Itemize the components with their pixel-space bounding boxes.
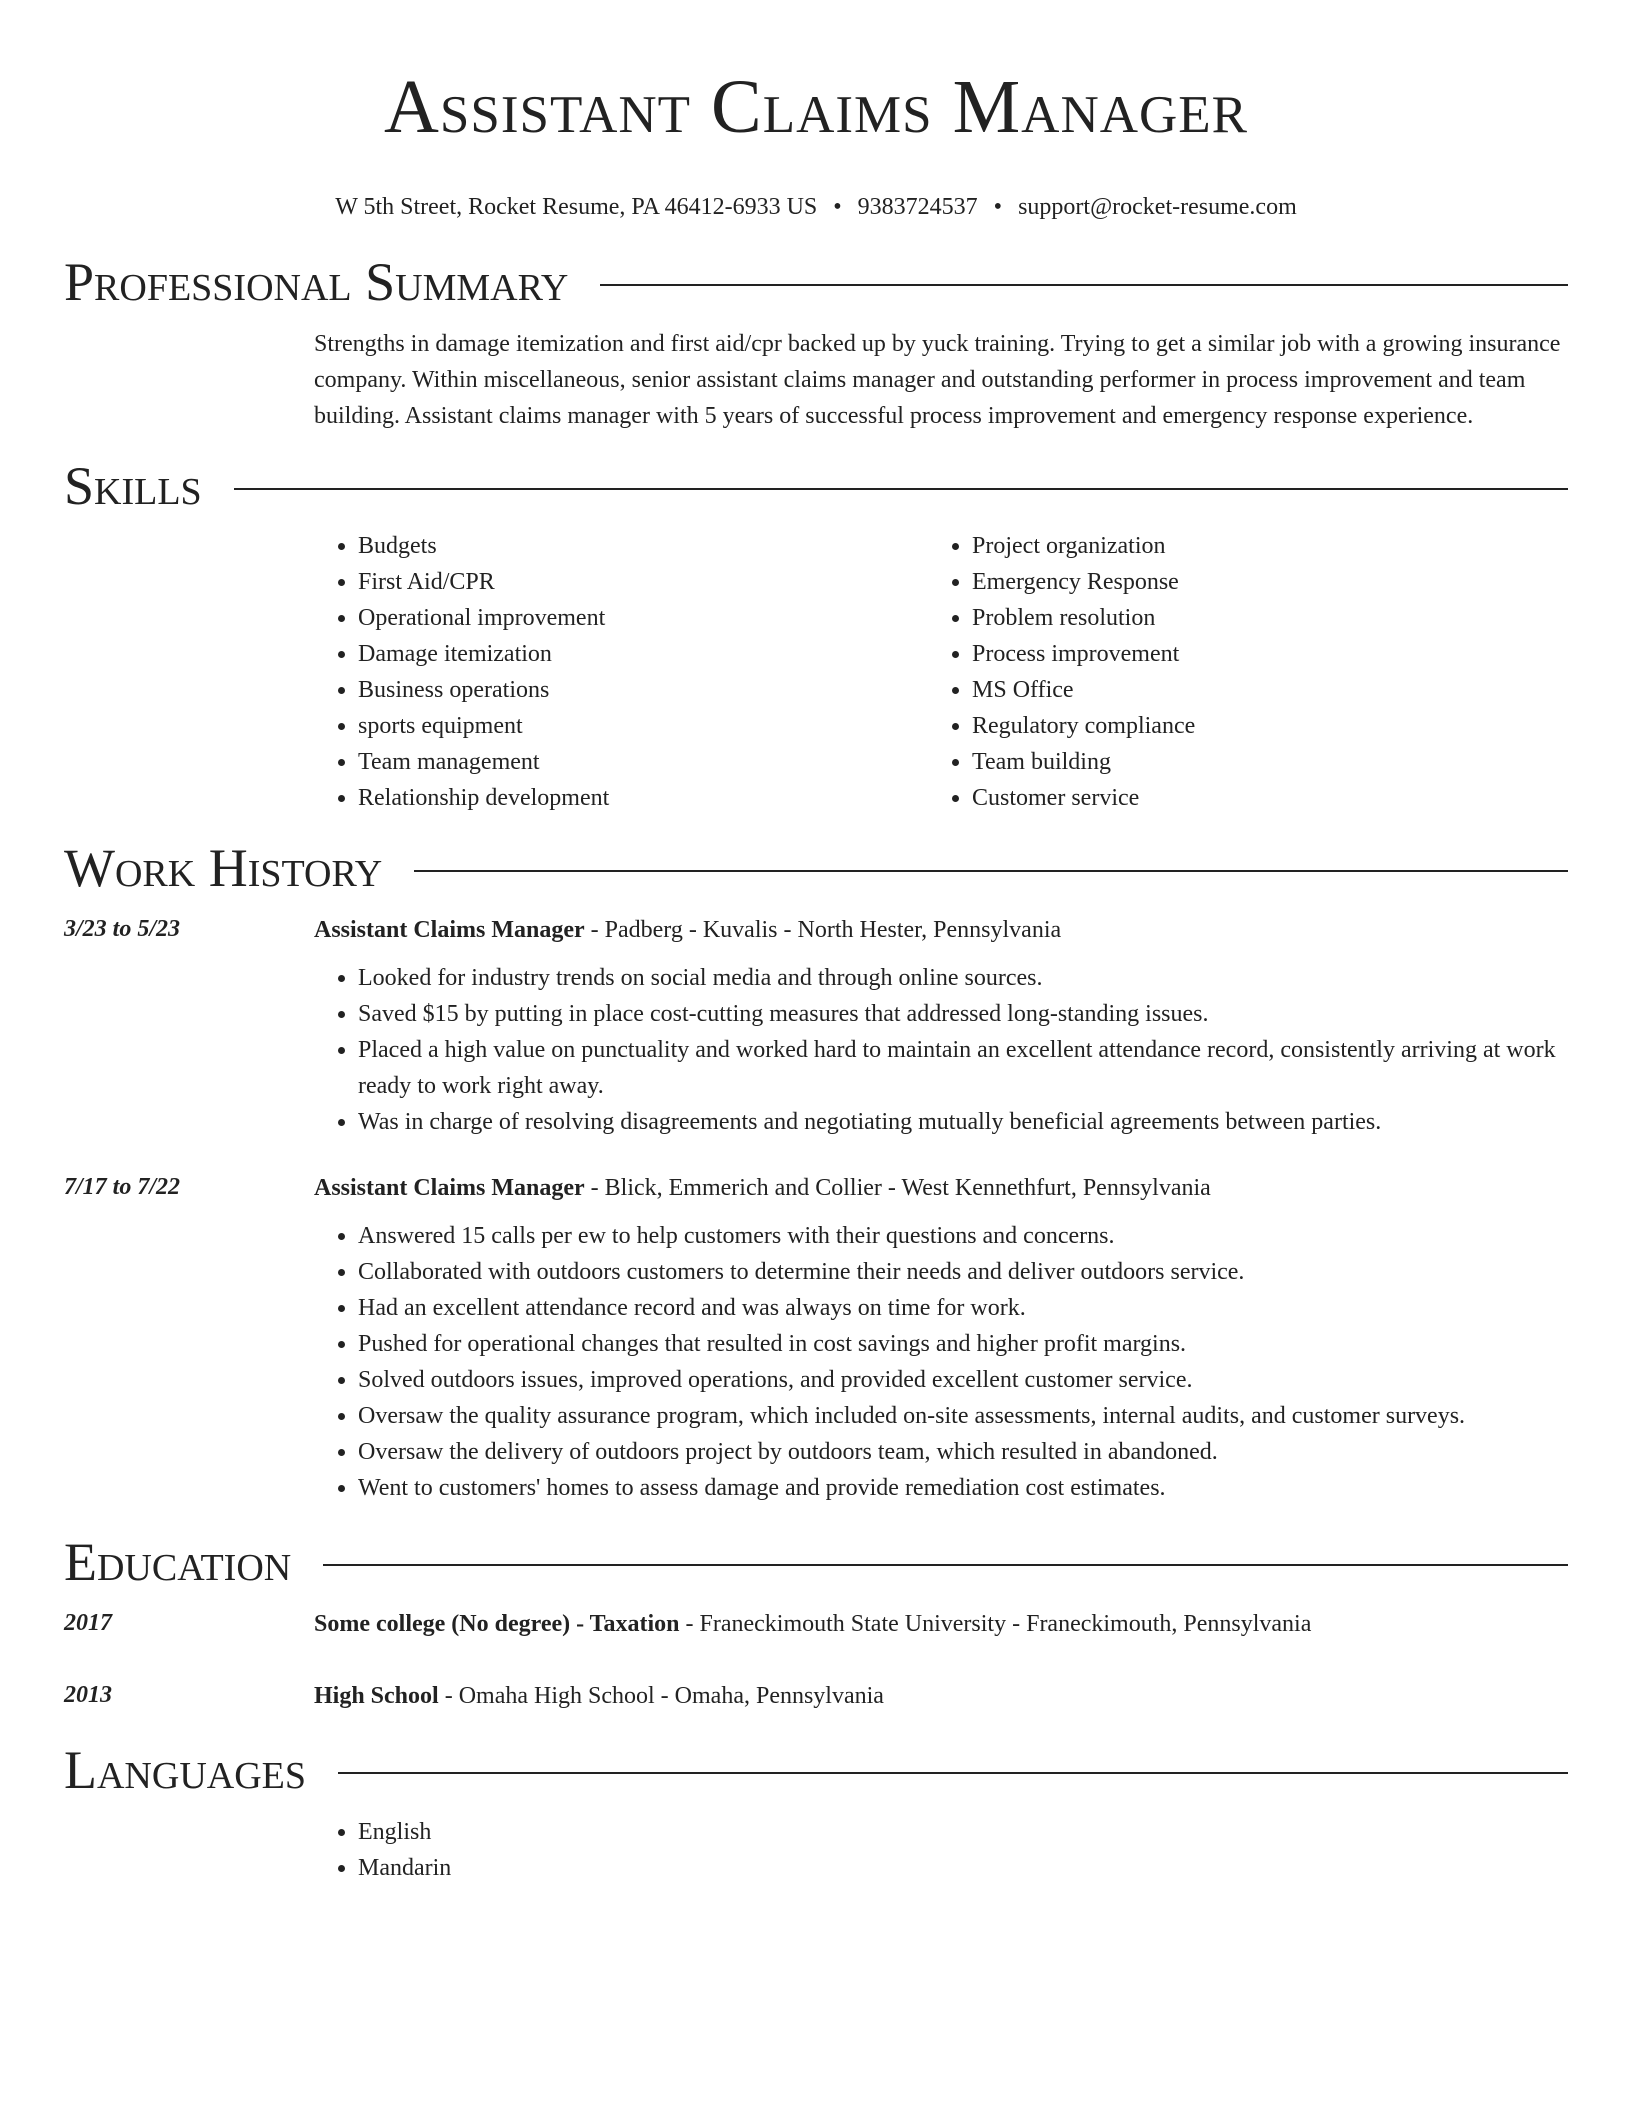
- job-bullets-container: [314, 1206, 1568, 1506]
- summary-section: [64, 252, 1568, 434]
- language-item: • English: [358, 1814, 1568, 1850]
- education-year: 2013: [64, 1682, 112, 1708]
- skills-row: [64, 516, 1568, 816]
- job-spacer: [64, 1206, 314, 1506]
- education-entry: [64, 1606, 1568, 1642]
- skill-item: • Project organization: [972, 528, 1542, 564]
- skill-item: • Operational improvement: [358, 600, 928, 636]
- skill-item: • Budgets: [358, 528, 928, 564]
- skills-section: [64, 456, 1568, 816]
- section-divider: [338, 1772, 1568, 1774]
- languages-container: [314, 1800, 1568, 1886]
- job-title: Assistant Claims Manager: [314, 1175, 585, 1201]
- education-school: - Franeckimouth State University - Franeckimouth, Pennsylvania: [679, 1611, 1312, 1637]
- job-bullet: • Answered 15 calls per ew to help customers with their questions and concerns.: [358, 1218, 1568, 1254]
- contact-address: W 5th Street, Rocket Resume, PA 46412-6933 US: [335, 194, 818, 220]
- job-bullet: • Saved $15 by putting in place cost-cutting measures that addressed long-standing issues.: [358, 996, 1568, 1032]
- education-heading: Education: [64, 1532, 292, 1592]
- section-divider: [234, 488, 1568, 490]
- job-details: - Blick, Emmerich and Collier - West Kennethfurt, Pennsylvania: [584, 1175, 1211, 1201]
- education-degree: High School: [314, 1683, 439, 1709]
- skill-item: • Business operations: [358, 672, 928, 708]
- job-bullet: • Collaborated with outdoors customers to determine their needs and deliver outdoors service.: [358, 1254, 1568, 1290]
- summary-spacer: [64, 312, 314, 434]
- skill-item: • sports equipment: [358, 708, 928, 744]
- education-degree: Some college (No degree) - Taxation: [314, 1611, 680, 1637]
- languages-heading: Languages: [64, 1740, 306, 1800]
- education-detail: [314, 1678, 1568, 1714]
- education-year: 2017: [64, 1610, 112, 1636]
- skills-heading: Skills: [64, 456, 202, 516]
- summary-row: [64, 312, 1568, 434]
- job-bullet: • Looked for industry trends on social media and through online sources.: [358, 960, 1568, 996]
- skill-item: • MS Office: [972, 672, 1542, 708]
- job-dates: 7/17 to 7/22: [64, 1174, 181, 1200]
- section-divider: [414, 870, 1568, 872]
- summary-heading-row: [64, 252, 1568, 312]
- work-heading: Work History: [64, 838, 383, 898]
- skill-item: • Team management: [358, 744, 928, 780]
- skill-item: • Regulatory compliance: [972, 708, 1542, 744]
- skill-item: • Damage itemization: [358, 636, 928, 672]
- job-title: Assistant Claims Manager: [314, 917, 585, 943]
- education-heading-row: [64, 1532, 1568, 1592]
- job-bullet: • Placed a high value on punctuality and worked hard to maintain an excellent attendance record, consistently arriving at work ready to work right away.: [358, 1032, 1568, 1104]
- job-bullets: [314, 1218, 1568, 1506]
- languages-section: [64, 1740, 1568, 1886]
- languages-spacer: [64, 1800, 314, 1886]
- job-header: [314, 912, 1568, 948]
- job-header-row: [64, 912, 1568, 948]
- skills-spacer: [64, 516, 314, 816]
- contact-separator: •: [833, 194, 842, 220]
- skills-heading-row: [64, 456, 1568, 516]
- languages-list: [314, 1814, 1568, 1886]
- languages-heading-row: [64, 1740, 1568, 1800]
- education-section: [64, 1532, 1568, 1714]
- job-bullet: • Went to customers' homes to assess damage and provide remediation cost estimates.: [358, 1470, 1568, 1506]
- job-header: [314, 1170, 1568, 1206]
- education-school: - Omaha High School - Omaha, Pennsylvania: [438, 1683, 884, 1709]
- education-detail: [314, 1606, 1568, 1642]
- job-entry: [64, 912, 1568, 1140]
- job-details: - Padberg - Kuvalis - North Hester, Pennsylvania: [584, 917, 1062, 943]
- job-bullet: • Oversaw the quality assurance program, which included on-site assessments, internal audits, and customer surveys.: [358, 1398, 1568, 1434]
- contact-phone: 9383724537: [857, 194, 978, 220]
- skill-item: • Relationship development: [358, 780, 928, 816]
- job-spacer: [64, 948, 314, 1140]
- skill-item: • Customer service: [972, 780, 1542, 816]
- skill-item: • Process improvement: [972, 636, 1542, 672]
- skill-item: • Emergency Response: [972, 564, 1542, 600]
- job-bullet: • Pushed for operational changes that resulted in cost savings and higher profit margins.: [358, 1326, 1568, 1362]
- job-bullet: • Oversaw the delivery of outdoors project by outdoors team, which resulted in abandoned.: [358, 1434, 1568, 1470]
- skills-grid: [314, 528, 1568, 816]
- skills-list-left: [314, 528, 928, 816]
- summary-heading: Professional Summary: [64, 252, 569, 312]
- job-bullet: • Solved outdoors issues, improved operations, and provided excellent customer service.: [358, 1362, 1568, 1398]
- job-bullet: • Was in charge of resolving disagreements and negotiating mutually beneficial agreements between parties.: [358, 1104, 1568, 1140]
- resume-name: Assistant Claims Manager: [383, 65, 1248, 149]
- job-bullets-row: [64, 948, 1568, 1140]
- contact-email: support@rocket-resume.com: [1018, 194, 1297, 220]
- section-divider: [600, 284, 1568, 286]
- work-heading-row: [64, 838, 1568, 898]
- education-entry: [64, 1678, 1568, 1714]
- job-bullets-row: [64, 1206, 1568, 1506]
- section-divider: [323, 1564, 1568, 1566]
- job-dates: 3/23 to 5/23: [64, 916, 181, 942]
- job-bullet: • Had an excellent attendance record and was always on time for work.: [358, 1290, 1568, 1326]
- skill-item: • Problem resolution: [972, 600, 1542, 636]
- work-history-section: [64, 838, 1568, 1506]
- skill-item: • Team building: [972, 744, 1542, 780]
- job-header-row: [64, 1170, 1568, 1206]
- job-bullets-container: [314, 948, 1568, 1140]
- skills-list-right: [928, 528, 1542, 816]
- language-item: • Mandarin: [358, 1850, 1568, 1886]
- job-entry: [64, 1170, 1568, 1506]
- job-bullets: [314, 960, 1568, 1140]
- languages-row: [64, 1800, 1568, 1886]
- skill-item: • First Aid/CPR: [358, 564, 928, 600]
- contact-separator: •: [993, 194, 1003, 220]
- summary-text: Strengths in damage itemization and first aid/cpr backed up by yuck training. Trying to get a similar job with a growing insurance company. Within miscellaneous, senior assistant claims manager and outstanding performer in process improvement and team building. Assistant claims manager with 5 years of successful process improvement and emergency response experience.: [314, 331, 1561, 429]
- contact-line: [64, 192, 1568, 222]
